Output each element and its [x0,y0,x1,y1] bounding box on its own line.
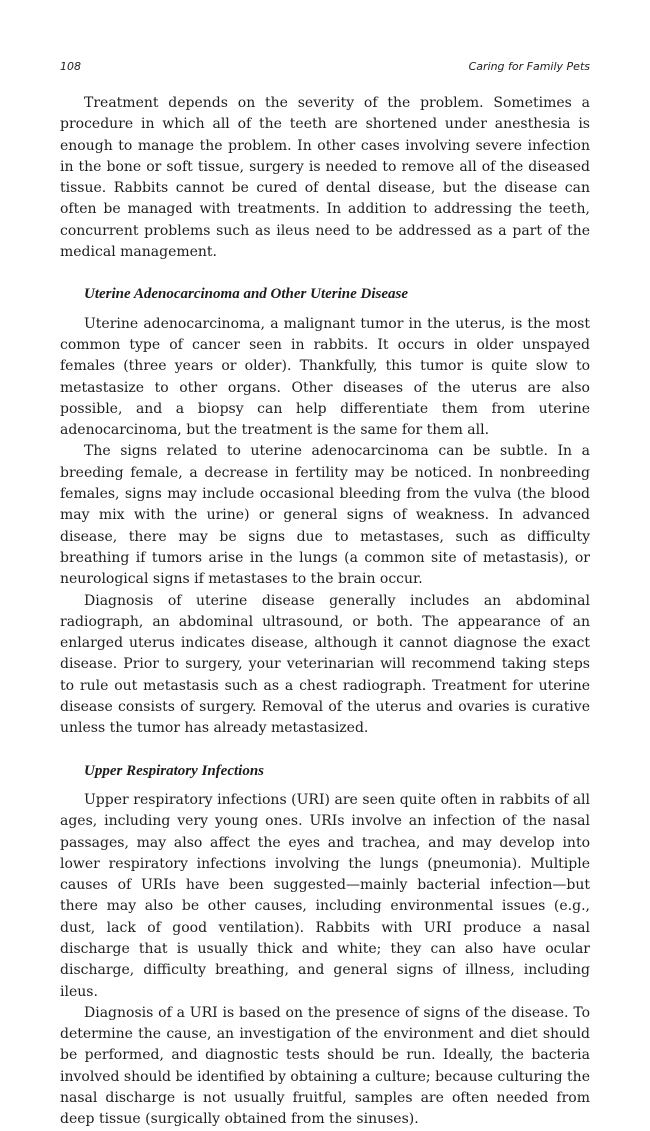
paragraph-uterine-signs: The signs related to uterine adenocarcinoma can be subtle. In a breeding female, a decrease in fertility may be noticed. In nonbreeding females, signs may include occasional bleeding from the vulva (the blood may mix with the urine) or general signs of weakness. In advanced disease, there may be signs due to metastases, such as difficulty breathing if tumors arise in the lungs (a common site of metastasis), or neurological signs if metastases to the brain occur. [60,443,590,588]
running-title: Caring for Family Pets [468,60,590,73]
page-number: 108 [60,60,81,73]
page-header [60,60,590,78]
page-body [60,93,590,1131]
paragraph-uri-intro: Upper respiratory infections (URI) are seen quite often in rabbits of all ages, including very young ones. URIs involve an infection of the nasal passages, may also affect the eyes and trachea, and may develop into lower respiratory infections involving the lungs (pneumonia). Multiple causes of URIs have been suggested—mainly bacterial infection—but there may also be other causes, including environmental issues (e.g., dust, lack of good ventilation). Rabbits with URI produce a nasal discharge that is usually thick and white; they can also have ocular discharge, difficulty breathing, and general signs of illness, including ileus. [60,791,590,1000]
section-heading-uri: Upper Respiratory Infections [84,762,264,779]
paragraph-uterine-intro: Uterine adenocarcinoma, a malignant tumor in the uterus, is the most common type of cancer seen in rabbits. It occurs in older unspayed females (three years or older). Thankfully, this tumor is quite slow to metastasize to other organs. Other diseases of the uterus are also possible, and a biopsy can help differentiate them from uterine adenocarcinoma, but the treatment is the same for them all. [60,315,590,439]
paragraph-uri-diagnosis: Diagnosis of a URI is based on the presence of signs of the disease. To determine the cause, an investigation of the environment and diet should be performed, and diagnostic tests should be run. Ideally, the bacteria involved should be identified by obtaining a culture; because culturing the nasal discharge is not usually fruitful, samples are often needed from deep tissue (surgically obtained from the sinuses). [60,1004,590,1128]
section-heading-uterine: Uterine Adenocarcinoma and Other Uterine Disease [84,286,409,303]
paragraph-dental-treatment: Treatment depends on the severity of the problem. Sometimes a procedure in which all of the teeth are shortened under anesthesia is enough to manage the problem. In other cases involving severe infection in the bone or soft tissue, surgery is needed to remove all of the diseased tissue. Rabbits cannot be cured of dental disease, but the disease can often be managed with treatments. In addition to addressing the teeth, concurrent problems such as ileus need to be addressed as a part of the medical management. [60,95,590,261]
paragraph-uterine-diagnosis: Diagnosis of uterine disease generally includes an abdominal radiograph, an abdominal ultrasound, or both. The appearance of an enlarged uterus indicates disease, although it cannot diagnose the exact disease. Prior to surgery, your veterinarian will recommend taking steps to rule out metastasis such as a chest radiograph. Treatment for uterine disease consists of surgery. Removal of the uterus and ovaries is curative unless the tumor has already metastasized. [60,592,590,737]
